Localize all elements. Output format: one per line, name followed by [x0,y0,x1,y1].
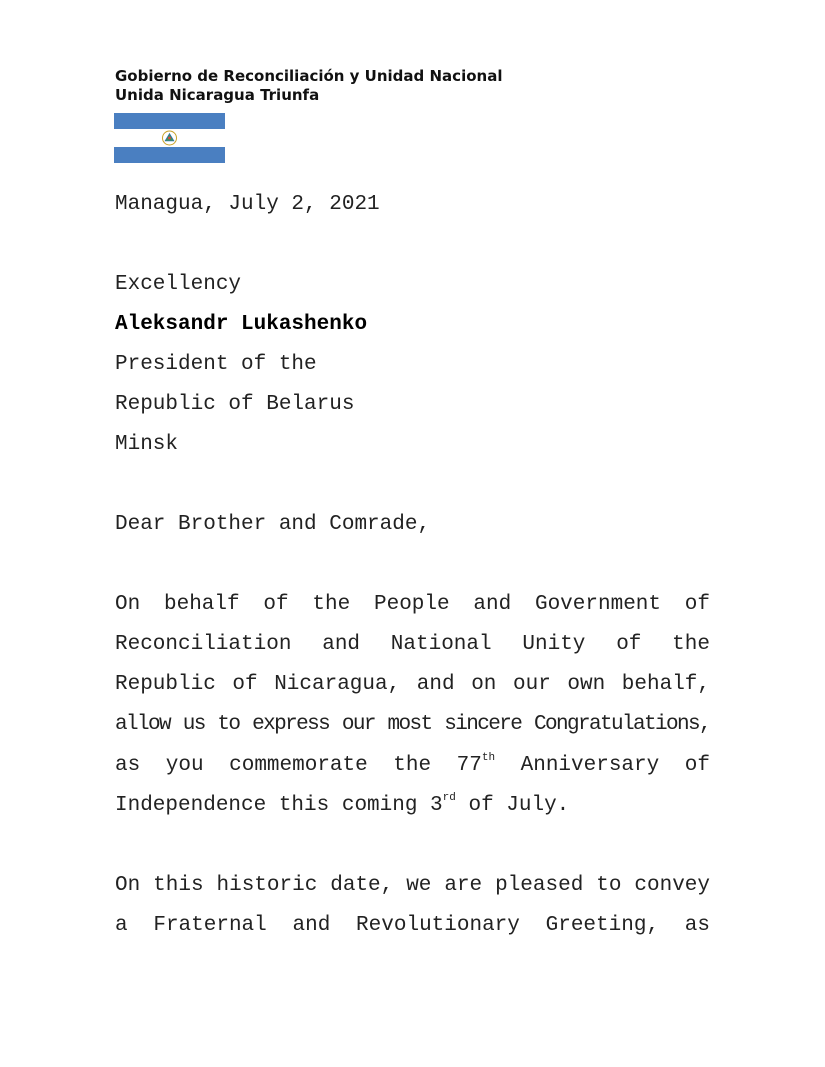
recipient-role-line-2: Republic of Belarus [115,393,355,416]
paragraph-1-line-6-start: Independence this coming 3 [115,794,443,817]
paragraph-2-line-2: a Fraternal and Revolutionary Greeting, as [115,914,710,937]
paragraph-2-line-1: On this historic date, we are pleased to convey [115,874,710,897]
paragraph-1-line-5 [115,754,710,777]
paragraph-1-line-3: Republic of Nicaragua, and on our own behalf, [115,673,710,696]
letterhead-government-name: Gobierno de Reconciliación y Unidad Nacional [115,67,503,85]
recipient-city: Minsk [115,433,179,456]
paragraph-1-line-4: allow us to express our most sincere Congratulations, [115,713,710,736]
paragraph-1-line-5-end: Anniversary of [495,754,710,777]
paragraph-1-line-2: Reconciliation and National Unity of the [115,633,710,656]
greeting: Dear Brother and Comrade, [115,513,431,536]
ordinal-suffix-th: th [481,752,496,764]
recipient-name: Aleksandr Lukashenko [115,313,368,336]
recipient-role-line-1: President of the [115,353,317,376]
letterhead-slogan: Unida Nicaragua Triunfa [115,86,320,104]
ordinal-suffix-rd: rd [442,792,456,804]
paragraph-1-line-6 [115,794,569,817]
letter-date: Managua, July 2, 2021 [115,193,380,216]
paragraph-1-line-6-end: of July. [455,794,570,817]
nicaragua-flag [114,113,225,163]
paragraph-1-line-5-start: as you commemorate the 77 [115,754,482,777]
paragraph-1-line-1: On behalf of the People and Government of [115,593,710,616]
letterhead [115,67,502,105]
salutation-title: Excellency [115,273,242,296]
